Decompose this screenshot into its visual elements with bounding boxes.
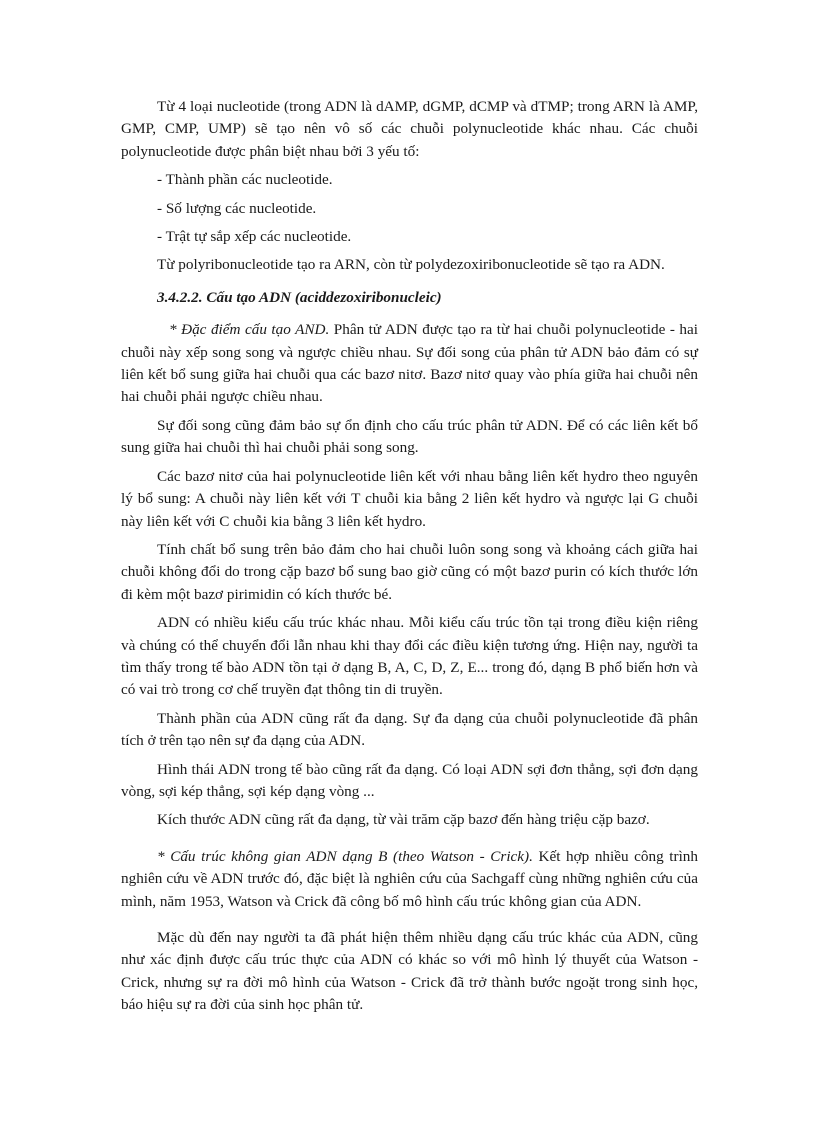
section-heading: 3.4.2.2. Cấu tạo ADN (aciddezoxiribonucleic) <box>157 288 442 306</box>
structure-paragraph <box>121 846 698 913</box>
body-paragraph: Sự đối song cũng đảm bảo sự ổn định cho cấu trúc phân tử ADN. Để có các liên kết bổ sung giữa hai chuỗi thì hai chuỗi phải song song. <box>121 416 698 457</box>
structure-label: * Cấu trúc không gian ADN dạng B (theo Watson - Crick). <box>157 847 533 865</box>
factor-item: - Thành phần các nucleotide. <box>157 171 333 189</box>
factor-item: - Số lượng các nucleotide. <box>157 199 317 217</box>
feature-text: Phân tử ADN được tạo ra từ hai chuỗi polynucleotide - hai chuỗi này xếp song song và ngược chiều nhau. Sự đối song của phân tử ADN bảo đảm có sự liên kết bổ sung giữa hai chuỗi qua các bazơ nitơ. Bazơ nitơ quay vào phía giữa hai chuỗi nên hai chuỗi phải ngược chiều nhau. <box>121 321 698 406</box>
body-paragraph: Hình thái ADN trong tế bào cũng rất đa dạng. Có loại ADN sợi đơn thẳng, sợi đơn dạng vòng, sợi kép thẳng, sợi kép dạng vòng ... <box>121 760 698 800</box>
document-page <box>121 96 698 1017</box>
closing-paragraph: Mặc dù đến nay người ta đã phát hiện thêm nhiều dạng cấu trúc khác của ADN, cũng như xác định được cấu trúc thực của ADN có khác so với mô hình lý thuyết của Watson - Crick, nhưng sự ra đời mô hình của Watson - Crick đã trở thành bước ngoặt trong sinh học, báo hiệu sự ra đời của sinh học phân tử. <box>121 929 698 1014</box>
factor-item: - Trật tự sắp xếp các nucleotide. <box>157 228 352 246</box>
body-paragraph: Tính chất bổ sung trên bảo đảm cho hai chuỗi luôn song song và khoảng cách giữa hai chuỗi không đổi do trong cặp bazơ bổ sung bao giờ cũng có một bazơ purin có kích thước lớn đi kèm một bazơ pirimidin có kích thước bé. <box>121 540 698 603</box>
structure-text: Kết hợp nhiều công trình nghiên cứu về ADN trước đó, đặc biệt là nghiên cứu của Sachgaff cùng những nghiên cứu của mình, năm 1953, Watson và Crick đã công bố mô hình cấu trúc không gian của ADN. <box>121 847 698 910</box>
feature-label: * Đặc điểm cấu tạo AND. <box>169 321 330 339</box>
intro-paragraph: Từ 4 loại nucleotide (trong ADN là dAMP, dGMP, dCMP và dTMP; trong ARN là AMP, GMP, CMP, UMP) sẽ tạo nên vô số các chuỗi polynucleotide khác nhau. Các chuỗi polynucleotide được phân biệt nhau bởi 3 yếu tố: <box>121 98 698 160</box>
body-paragraph: Kích thước ADN cũng rất đa dạng, từ vài trăm cặp bazơ đến hàng triệu cặp bazơ. <box>157 811 650 829</box>
body-paragraph: ADN có nhiều kiểu cấu trúc khác nhau. Mỗi kiểu cấu trúc tồn tại trong điều kiện riêng và chúng có thể chuyển đổi lẫn nhau khi thay đổi các điều kiện tương ứng. Hiện nay, người ta tìm thấy trong tế bào ADN tồn tại ở dạng B, A, C, D, Z, E... trong đó, dạng B phổ biến hơn và có vai trò trong cơ chế truyền đạt thông tin di truyền. <box>121 614 698 699</box>
intro-conclusion: Từ polyribonucleotide tạo ra ARN, còn từ polydezoxiribonucleotide sẽ tạo ra ADN. <box>157 256 665 274</box>
feature-paragraph <box>121 319 698 409</box>
body-paragraph: Thành phần của ADN cũng rất đa dạng. Sự đa dạng của chuỗi polynucleotide đã phân tích ở trên tạo nên sự đa dạng của ADN. <box>121 709 698 750</box>
body-paragraph: Các bazơ nitơ của hai polynucleotide liên kết với nhau bằng liên kết hydro theo nguyên lý bổ sung: A chuỗi này liên kết với T chuỗi kia bằng 2 liên kết hydro và ngược lại G chuỗi này liên kết với C chuỗi kia bằng 3 liên kết hydro. <box>121 467 698 530</box>
